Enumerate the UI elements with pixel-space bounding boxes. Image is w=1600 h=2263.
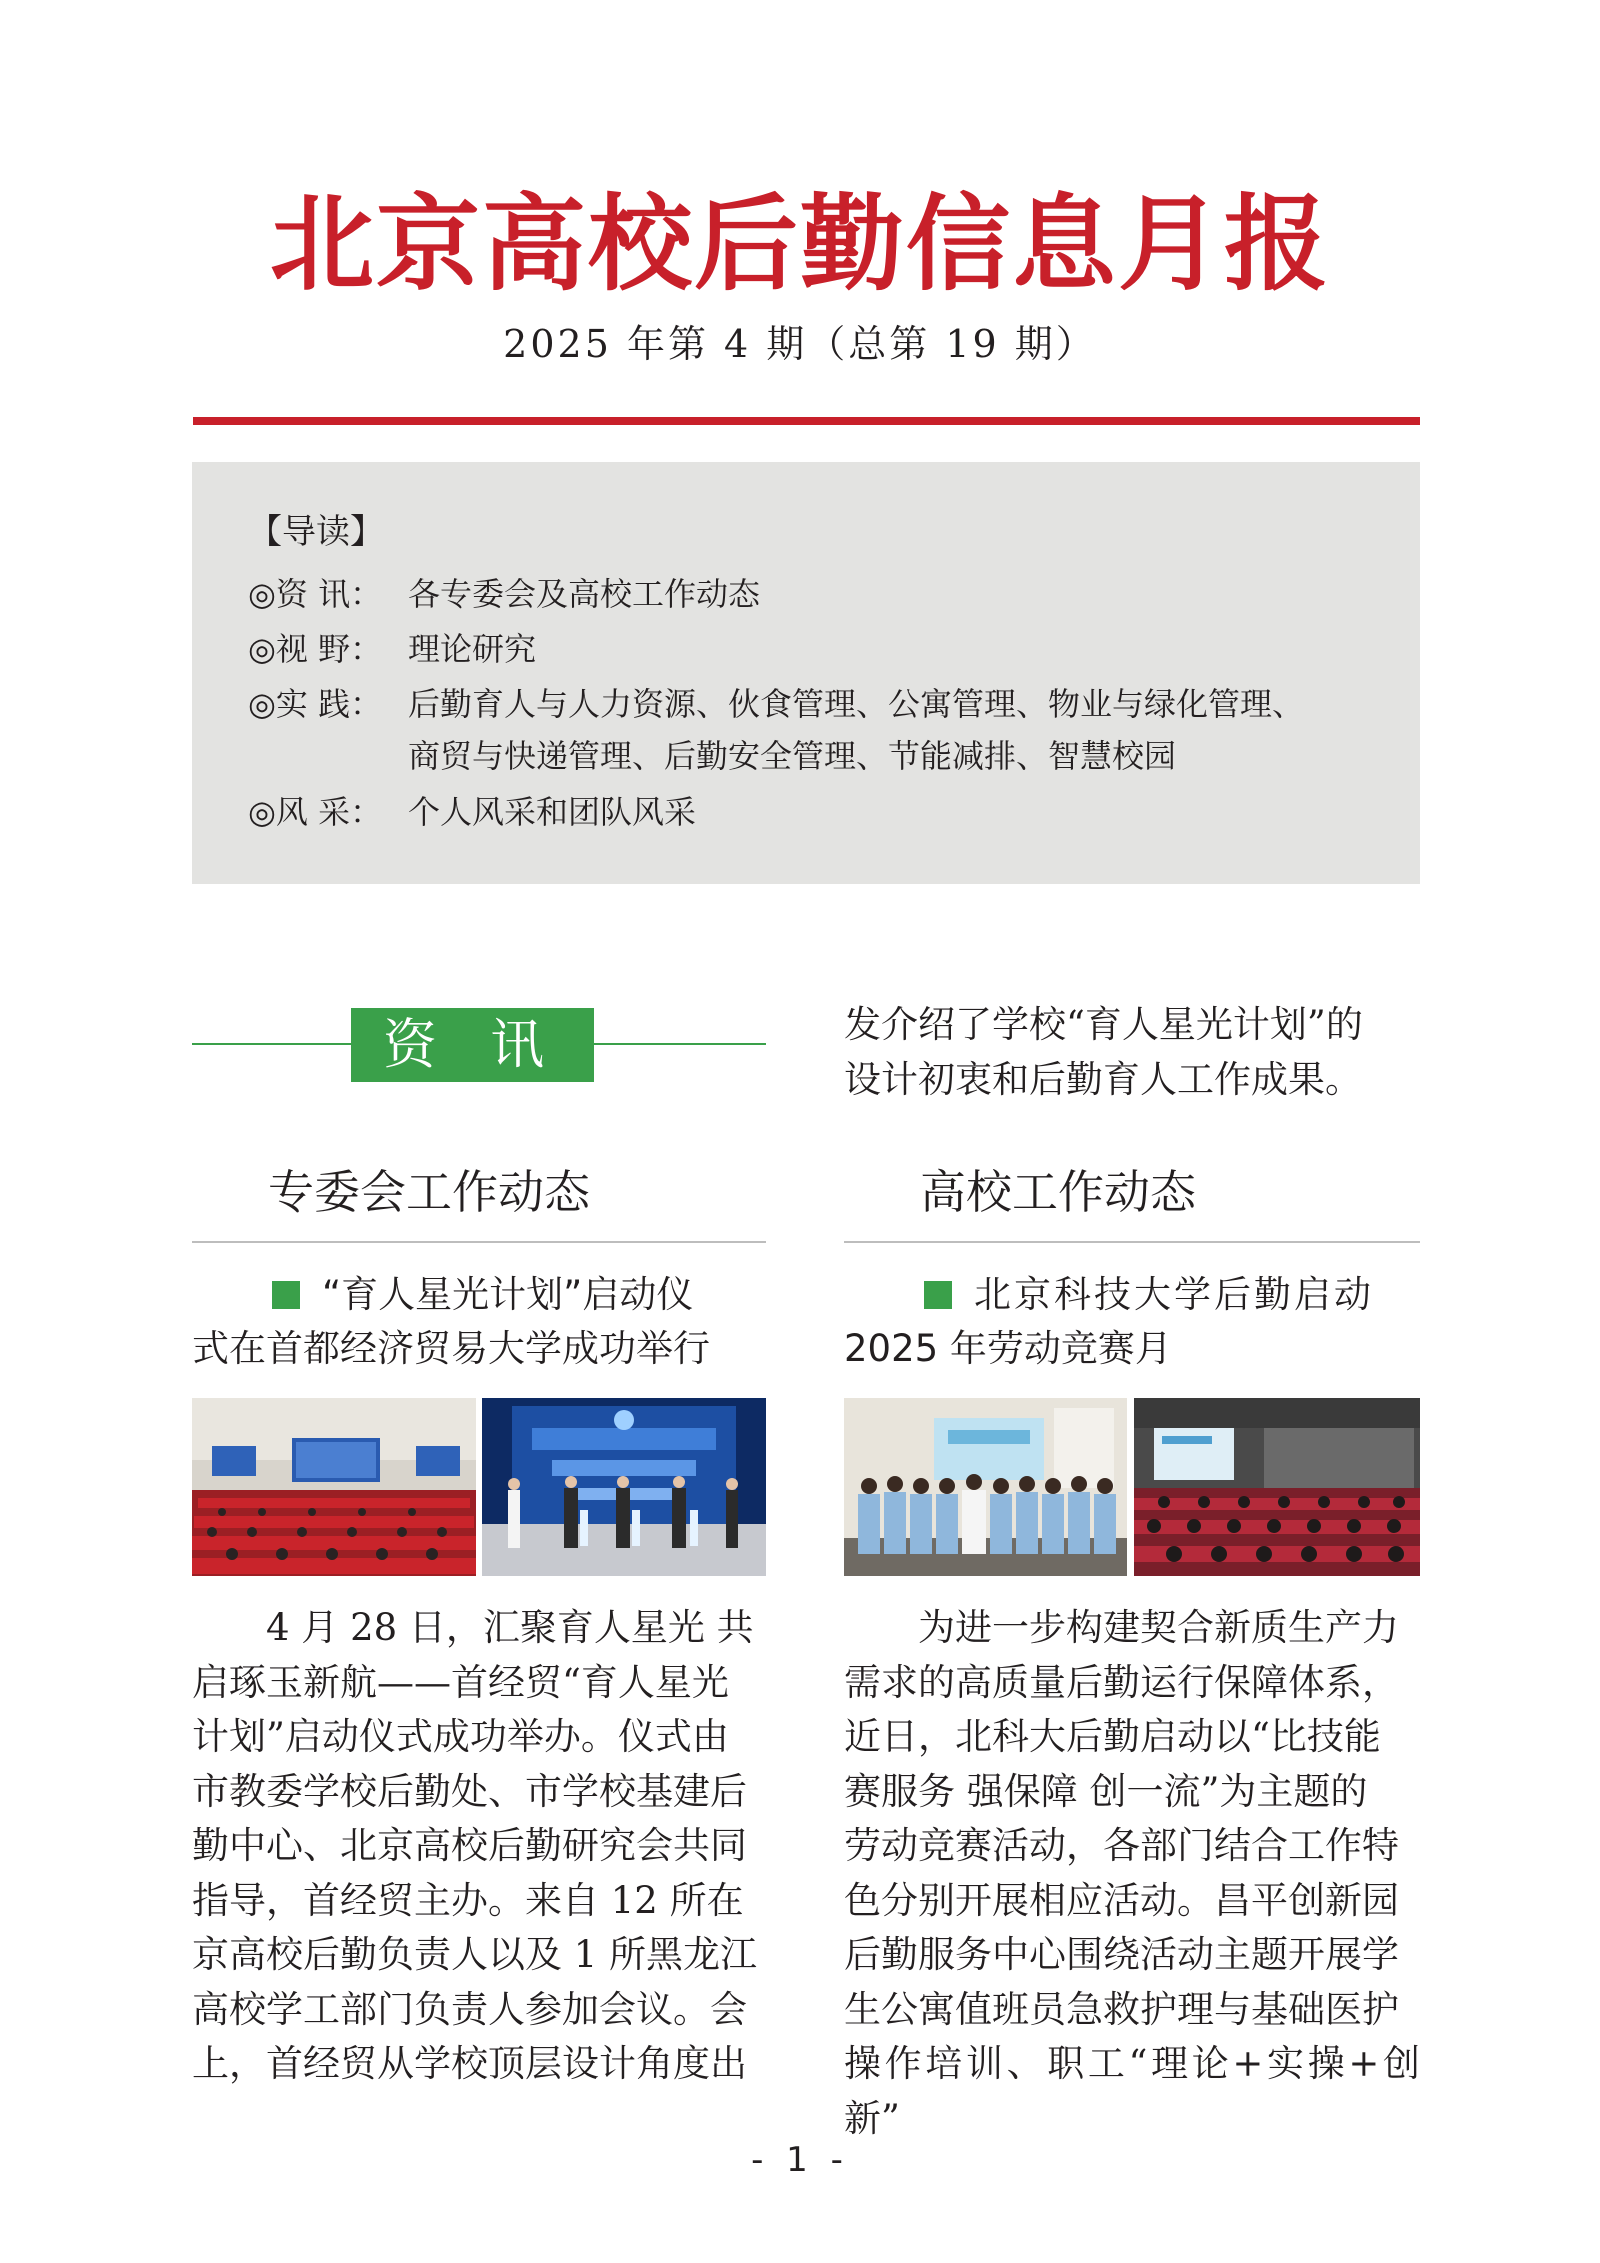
text-line: 为进一步构建契合新质生产力 xyxy=(918,1606,1399,1649)
left-photo-auditorium xyxy=(192,1398,476,1576)
text-line: 生公寓值班员急救护理与基础医护 xyxy=(844,1987,1399,2031)
section-line-left xyxy=(192,1043,352,1045)
text-line: 赛服务 强保障 创一流”为主题的 xyxy=(844,1769,1368,1813)
text-line: 色分别开展相应活动。昌平创新园 xyxy=(844,1878,1399,1922)
guide-row-style xyxy=(248,793,696,831)
left-subheading-rule xyxy=(192,1241,766,1243)
guide-marker: ◎实 践： xyxy=(248,685,383,723)
text-line: 后勤服务中心围绕活动主题开展学 xyxy=(844,1933,1399,1976)
section-badge: 资 讯 xyxy=(351,1008,594,1082)
left-article-body xyxy=(192,1601,766,2092)
right-continued-text xyxy=(844,998,1420,1107)
text-line: 高校学工部门负责人参加会议。会 xyxy=(192,1987,747,2031)
guide-text: 理论研究 xyxy=(408,630,537,668)
guide-text: 个人风采和团队风采 xyxy=(408,793,697,831)
guide-marker: ◎资 讯： xyxy=(248,575,383,613)
text-line: 京高校后勤负责人以及 1 所黑龙江 xyxy=(192,1933,758,1976)
guide-box xyxy=(192,462,1420,884)
text-line: 计划”启动仪式成功举办。仪式由 xyxy=(192,1715,729,1758)
text-line: 劳动竞赛活动，各部门结合工作特 xyxy=(844,1824,1399,1867)
masthead-title: 北京高校后勤信息月报 xyxy=(269,182,1330,305)
right-subheading: 高校工作动态 xyxy=(920,1165,1196,1219)
left-photo-ceremony xyxy=(482,1398,766,1576)
left-subheading: 专委会工作动态 xyxy=(268,1165,590,1219)
right-photo-hall xyxy=(1134,1398,1420,1576)
right-subheading-rule xyxy=(844,1241,1420,1243)
text-line: 需求的高质量后勤运行保障体系， xyxy=(844,1660,1399,1704)
article-title-line: “育人星光计划”启动仪 xyxy=(322,1273,694,1316)
issue-number: 2025 年第 4 期（总第 19 期） xyxy=(503,322,1097,366)
section-line-right xyxy=(593,1043,766,1045)
right-article-body xyxy=(844,1601,1420,2146)
guide-row-practice-cont: 商贸与快递管理、后勤安全管理、节能减排、智慧校园 xyxy=(408,737,1177,775)
guide-text: 各专委会及高校工作动态 xyxy=(408,575,761,613)
left-article-title xyxy=(192,1268,766,1376)
right-article-title xyxy=(844,1268,1420,1376)
article-title-line: 北京科技大学后勤启动 xyxy=(974,1273,1374,1316)
text-line: 发介绍了学校“育人星光计划”的 xyxy=(844,1003,1363,1046)
bullet-square-icon xyxy=(272,1281,300,1309)
text-line: 启琢玉新航——首经贸“育人星光 xyxy=(192,1660,729,1704)
page-number: - 1 - xyxy=(751,2140,849,2180)
text-line: 指导，首经贸主办。来自 12 所在 xyxy=(192,1878,744,1922)
guide-row-practice xyxy=(248,685,1304,723)
text-line: 勤中心、北京高校后勤研究会共同 xyxy=(192,1824,747,1867)
article-title-line: 2025 年劳动竞赛月 xyxy=(844,1327,1172,1370)
text-line: 近日，北科大后勤启动以“比技能 xyxy=(844,1715,1381,1758)
guide-text: 后勤育人与人力资源、伙食管理、公寓管理、物业与绿化管理、 xyxy=(408,685,1305,723)
text-line: 市教委学校后勤处、市学校基建后 xyxy=(192,1769,747,1813)
text-line: 操作培训、职工“理论+实操+创新” xyxy=(844,2042,1420,2140)
text-line: 上，首经贸从学校顶层设计角度出 xyxy=(192,2042,747,2085)
bullet-square-icon xyxy=(924,1281,952,1309)
text-line: 4 月 28 日，汇聚育人星光 共 xyxy=(266,1606,754,1649)
right-photo-group xyxy=(844,1398,1127,1576)
article-title-line: 式在首都经济贸易大学成功举行 xyxy=(192,1327,710,1370)
guide-marker: ◎风 采： xyxy=(248,793,383,831)
guide-row-news xyxy=(248,575,760,613)
text-line: 设计初衷和后勤育人工作成果。 xyxy=(844,1057,1362,1101)
guide-marker: ◎视 野： xyxy=(248,630,383,668)
header-rule xyxy=(193,417,1420,425)
guide-title: 【导读】 xyxy=(248,512,384,552)
guide-row-vision xyxy=(248,630,536,668)
